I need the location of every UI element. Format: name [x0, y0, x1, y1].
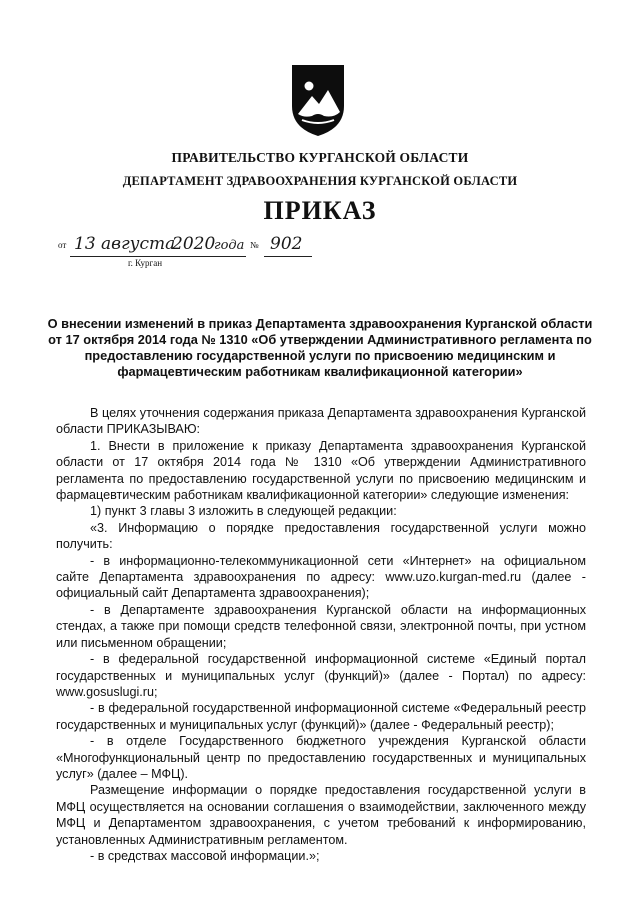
from-label: от [58, 240, 67, 250]
city-label: г. Курган [128, 258, 163, 268]
handwritten-date: 13 августа [74, 234, 176, 254]
paragraph: 1. Внести в приложение к приказу Департамента здравоохранения Курганской области от 17 октября 2014 года № 1310 «Об утверждении Административного регламента по предоставлению государственной услуги по присвоению медицинским и фармацевтическим работникам квалификационной категории» следующие изменения: [56, 438, 586, 503]
handwritten-year: 2020 [172, 234, 216, 254]
paragraph: 1) пункт 3 главы 3 изложить в следующей редакции: [90, 504, 397, 519]
paragraph: «3. Информацию о порядке предоставления государственной услуги можно получить: [56, 520, 586, 552]
paragraph: - в федеральной государственной информационной системе «Федеральный реестр государственных и муниципальных услуг (функций)» (далее - Федеральный реестр); [56, 701, 586, 732]
paragraph: - в информационно-телекоммуникационной сети «Интернет» на официальном сайте Департамента здравоохранения по адресу: www.uzo.kurgan-med.ru (далее - официальный сайт Департамента здравоохранения); [56, 553, 586, 601]
paragraph: В целях уточнения содержания приказа Департамента здравоохранения Курганской области ПРИКАЗЫВАЮ: [56, 406, 586, 437]
order-body [56, 405, 586, 864]
paragraph: - в отделе Государственного бюджетного учреждения Курганской области «Многофункциональный центр по предоставлению государственных и муниципальных услуг» (далее – МФЦ). [56, 734, 586, 781]
handwritten-number: 902 [270, 234, 303, 254]
document-type-title: ПРИКАЗ [263, 196, 377, 225]
paragraph: Размещение информации о порядке предоставления государственной услуги в МФЦ осуществляется на основании соглашения о взаимодействии, заключенного между МФЦ и Департаментом здравоохранения, с учетом требований к информированию, установленных Административным регламентом. [56, 783, 586, 847]
paragraph: - в Департаменте здравоохранения Курганской области на информационных стендах, а также при помощи средств телефонной связи, электронной почты, при устном или письменном обращении; [56, 602, 586, 650]
government-heading: ПРАВИТЕЛЬСТВО КУРГАНСКОЙ ОБЛАСТИ [171, 150, 469, 165]
department-heading: ДЕПАРТАМЕНТ ЗДРАВООХРАНЕНИЯ КУРГАНСКОЙ ОБЛАСТИ [122, 174, 518, 188]
coat-of-arms-emblem [288, 62, 348, 138]
handwritten-year-suffix: года [214, 238, 245, 253]
paragraph: - в федеральной государственной информационной системе «Единый портал государственных и муниципальных услуг (функций)» (далее - Портал) по адресу: www.gosuslugi.ru; [56, 652, 586, 699]
number-underline [264, 256, 312, 257]
paragraph: - в средствах массовой информации.»; [90, 848, 320, 863]
date-underline [70, 256, 246, 257]
order-subject: О внесении изменений в приказ Департамента здравоохранения Курганской области от 17 октября 2014 года № 1310 «Об утверждении Административного регламента по предоставлению государственной услуги по присвоению медицинским и фармацевтическим работникам квалификационной категории» [47, 316, 593, 379]
number-label: № [250, 240, 259, 250]
